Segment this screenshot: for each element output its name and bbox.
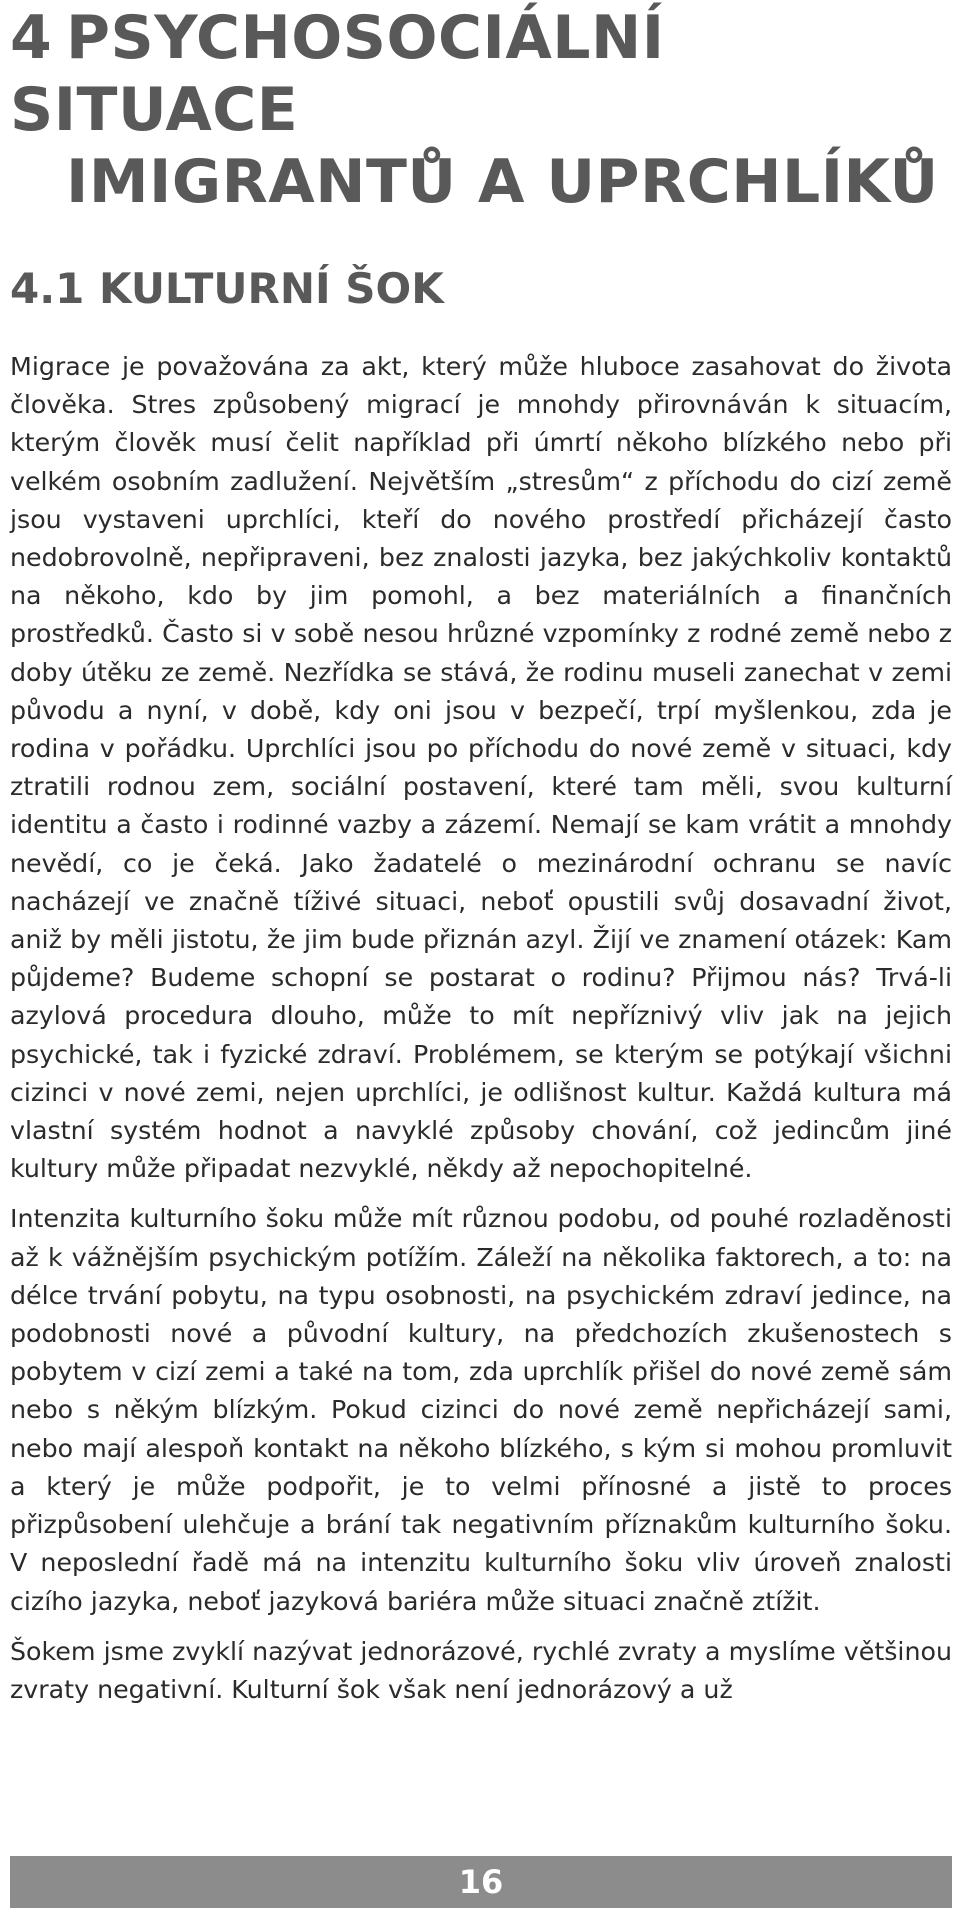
- chapter-title-text-1: PSYCHOSOCIÁLNÍ SITUACE: [10, 3, 665, 145]
- footer-bar: [10, 1856, 952, 1908]
- body-paragraph-1: Migrace je považována za akt, který může hluboce zasahovat do života člověka. Stres způsobený migrací je mnohdy přirovnáván k situacím, kterým člověk musí čelit například při úmrtí někoho blízkého nebo při velkém osobním zadlužení. Největším „stresům“ z příchodu do cizí země jsou vystaveni uprchlíci, kteří do nového prostředí přicházejí často nedobrovolně, nepřipraveni, bez znalosti jazyka, bez jakýchkoliv kontaktů na někoho, kdo by jim pomohl, a bez materiálních a finančních prostředků. Často si v sobě nesou hrůzné vzpomínky z rodné země nebo z doby útěku ze země. Nezřídka se stává, že rodinu museli zanechat v zemi původu a nyní, v době, kdy oni jsou v bezpečí, trpí myšlenkou, zda je rodina v pořádku. Uprchlíci jsou po příchodu do nové země v situaci, kdy ztratili rodnou zem, sociální postavení, které tam měli, svou kulturní identitu a často i rodinné vazby a zázemí. Nemají se kam vrátit a mnohdy nevědí, co je čeká. Jako žadatelé o mezinárodní ochranu se navíc nacházejí ve značně tíživé situaci, neboť opustili svůj dosavadní život, aniž by měli jistotu, že jim bude přiznán azyl. Žijí ve znamení otázek: Kam půjdeme? Budeme schopní se postarat o rodinu? Přijmou nás? Trvá-li azylová procedura dlouho, může to mít nepříznivý vliv jak na jejich psychické, tak i fyzické zdraví. Problémem, se kterým se potýkají všichni cizinci v nové zemi, nejen uprchlíci, je odlišnost kultur. Každá kultura má vlastní systém hodnot a navyklé způsoby chování, což jedincům jiné kultury může připadat nezvyklé, někdy až nepochopitelné.: [10, 352, 952, 1184]
- page-number: 16: [458, 1863, 504, 1901]
- chapter-title: [10, 0, 952, 218]
- body-paragraph-2: Intenzita kulturního šoku může mít různou podobu, od pouhé rozladěnosti až k vážnějším psychickým potížím. Záleží na několika faktorech, a to: na délce trvání pobytu, na typu osobnosti, na psychickém zdraví jedince, na podobnosti nové a původní kultury, na předchozích zkušenostech s pobytem v cizí zemi a také na tom, zda uprchlík přišel do nové země sám nebo s někým blízkým. Pokud cizinci do nové země nepřicházejí sami, nebo mají alespoň kontakt na někoho blízkého, s kým si mohou promluvit a který je může podpořit, je to velmi přínosné a jistě to proces přizpůsobení ulehčuje a brání tak negativním příznakům kulturního šoku. V neposlední řadě má na intenzitu kulturního šoku vliv úroveň znalosti cizího jazyka, neboť jazyková bariéra může situaci značně ztížit.: [10, 1204, 952, 1616]
- body-paragraph-3: Šokem jsme zvyklí nazývat jednorázové, rychlé zvraty a myslíme většinou zvraty negativní. Kulturní šok však není jednorázový a už: [10, 1636, 952, 1704]
- document-page: [10, 0, 952, 1912]
- section-title: 4.1 KULTURNÍ ŠOK: [10, 264, 444, 313]
- chapter-number: 4: [10, 3, 53, 73]
- chapter-title-line-2: IMIGRANTŮ A UPRCHLÍKŮ: [66, 147, 939, 217]
- chapter-title-line-1: [10, 2, 952, 146]
